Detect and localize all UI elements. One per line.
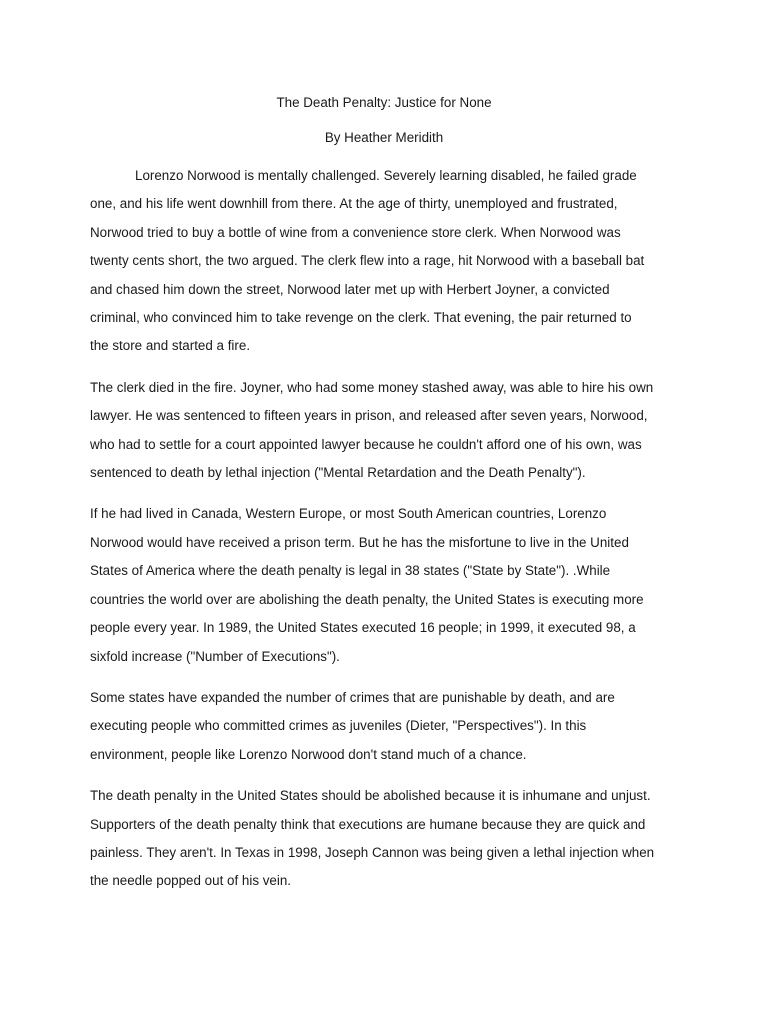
paragraph-line: lawyer. He was sentenced to fifteen years in prison, and released after seven years, Norwood, bbox=[90, 408, 648, 424]
document-byline: By Heather Meridith bbox=[324, 130, 444, 145]
paragraph bbox=[90, 684, 680, 769]
paragraph-line: The clerk died in the fire. Joyner, who had some money stashed away, was able to hire his own bbox=[90, 379, 654, 395]
document-body bbox=[90, 162, 680, 909]
paragraph-line: twenty cents short, the two argued. The clerk flew into a rage, hit Norwood with a baseball bat bbox=[90, 253, 645, 269]
paragraph bbox=[90, 162, 680, 361]
paragraph bbox=[90, 500, 680, 670]
paragraph-line: countries the world over are abolishing the death penalty, the United States is executing more bbox=[90, 591, 644, 607]
paragraph-line: Supporters of the death penalty think that executions are humane because they are quick and bbox=[90, 816, 646, 832]
paragraph-line: people every year. In 1989, the United States executed 16 people; in 1999, it executed 98, a bbox=[90, 620, 636, 636]
paragraph-line: Norwood would have received a prison term. But he has the misfortune to live in the United bbox=[90, 534, 629, 550]
paragraph-line: States of America where the death penalty is legal in 38 states ("State by State"). .While bbox=[90, 563, 611, 579]
paragraph-line: criminal, who convinced him to take revenge on the clerk. That evening, the pair returned to bbox=[90, 310, 632, 326]
paragraph-line: and chased him down the street, Norwood later met up with Herbert Joyner, a convicted bbox=[90, 281, 610, 297]
paragraph-line: The death penalty in the United States should be abolished because it is inhumane and unjust. bbox=[90, 788, 651, 804]
paragraph-line: environment, people like Lorenzo Norwood don't stand much of a chance. bbox=[90, 746, 527, 762]
paragraph-line: the store and started a fire. bbox=[90, 338, 251, 354]
paragraph-line: one, and his life went downhill from there. At the age of thirty, unemployed and frustrated, bbox=[90, 196, 618, 212]
paragraph-line: who had to settle for a court appointed lawyer because he couldn't afford one of his own, was bbox=[90, 436, 642, 452]
paragraph-line: the needle popped out of his vein. bbox=[90, 873, 292, 889]
paragraph-line: painless. They aren't. In Texas in 1998, Joseph Cannon was being given a lethal injection when bbox=[90, 844, 655, 860]
paragraph-line: executing people who committed crimes as juveniles (Dieter, "Perspectives"). In this bbox=[90, 718, 587, 734]
paragraph-line: Some states have expanded the number of crimes that are punishable by death, and are bbox=[90, 689, 615, 705]
paragraph bbox=[90, 782, 680, 896]
paragraph bbox=[90, 374, 680, 488]
paragraph-line: If he had lived in Canada, Western Europe, or most South American countries, Lorenzo bbox=[90, 506, 607, 522]
document-title: The Death Penalty: Justice for None bbox=[276, 95, 492, 110]
paragraph-line: Lorenzo Norwood is mentally challenged. Severely learning disabled, he failed grade bbox=[135, 168, 637, 183]
paragraph-line: sixfold increase ("Number of Executions"). bbox=[90, 648, 340, 664]
paragraph-line: sentenced to death by lethal injection ("Mental Retardation and the Death Penalty"). bbox=[90, 465, 586, 481]
paragraph-line: Norwood tried to buy a bottle of wine from a convenience store clerk. When Norwood was bbox=[90, 224, 621, 240]
